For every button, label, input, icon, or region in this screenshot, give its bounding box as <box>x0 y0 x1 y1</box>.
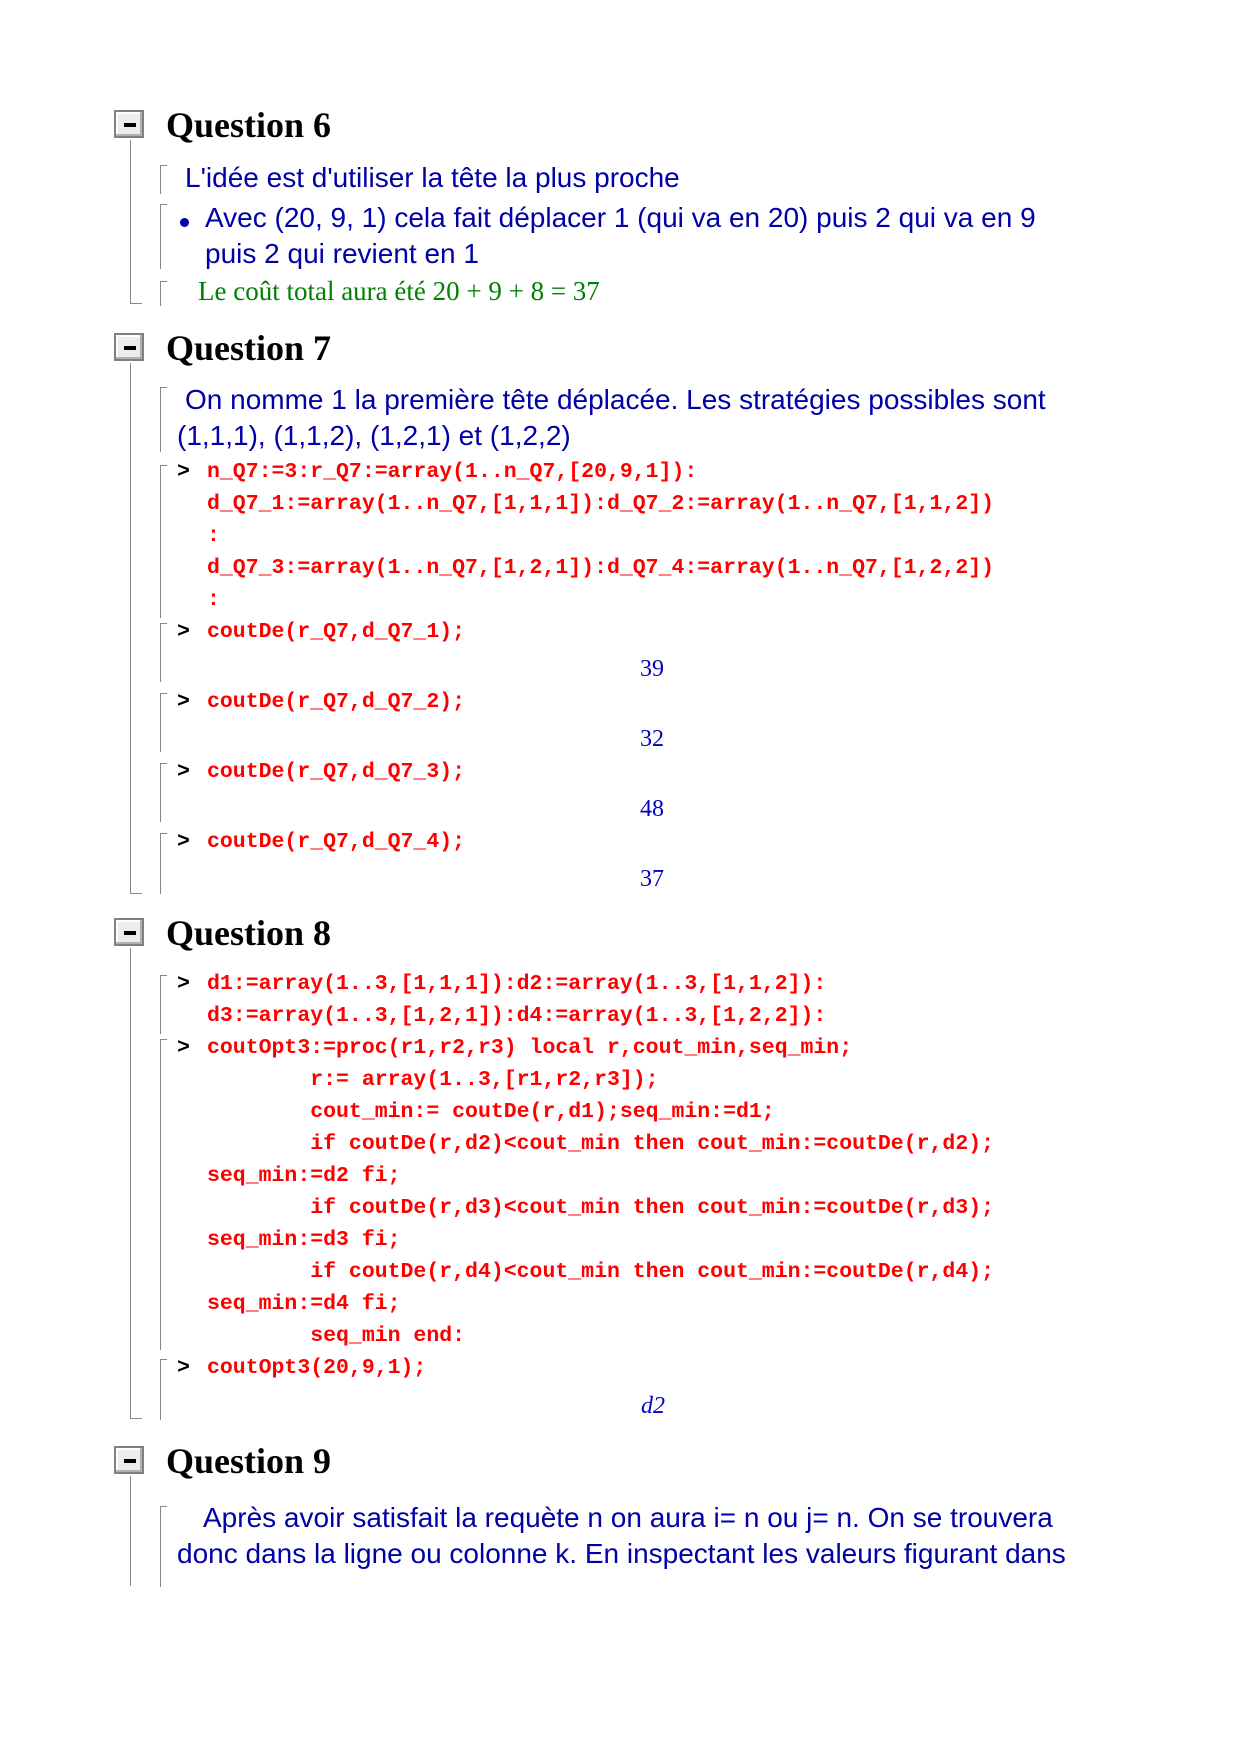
code-line[interactable]: coutDe(r_Q7,d_Q7_2); <box>207 690 466 714</box>
code-line[interactable]: d_Q7_1:=array(1..n_Q7,[1,1,1]):d_Q7_2:=array(1..n_Q7,[1,1,2]) <box>207 492 995 516</box>
code-line[interactable]: if coutDe(r,d3)<cout_min then cout_min:=coutDe(r,d3); <box>207 1196 995 1220</box>
bullet-icon <box>180 218 189 227</box>
text-line: donc dans la ligne ou colonne k. En inspectant les valeurs figurant dans <box>177 1538 1066 1569</box>
code-line[interactable]: coutDe(r_Q7,d_Q7_1); <box>207 620 466 644</box>
command-prompt: > <box>177 972 190 996</box>
code-line[interactable]: if coutDe(r,d2)<cout_min then cout_min:=coutDe(r,d2); <box>207 1132 995 1156</box>
command-prompt: > <box>177 830 190 854</box>
group-bracket <box>160 1359 167 1420</box>
code-line[interactable]: : <box>207 524 220 548</box>
section-bracket <box>130 140 131 304</box>
section-title: Question 7 <box>166 328 332 368</box>
command-prompt: > <box>177 620 190 644</box>
section-bracket-end <box>130 893 142 894</box>
command-prompt: > <box>177 1356 190 1380</box>
code-line[interactable]: coutOpt3:=proc(r1,r2,r3) local r,cout_min,seq_min; <box>207 1036 853 1060</box>
section-bracket-end <box>130 303 142 304</box>
minus-icon <box>124 931 136 935</box>
group-bracket <box>160 465 167 618</box>
code-line[interactable]: coutOpt3(20,9,1); <box>207 1356 427 1380</box>
code-line[interactable]: r:= array(1..3,[r1,r2,r3]); <box>207 1068 659 1092</box>
group-bracket <box>160 693 167 752</box>
code-line[interactable]: coutDe(r_Q7,d_Q7_4); <box>207 830 466 854</box>
section-bracket <box>130 1476 131 1586</box>
collapse-section-button[interactable] <box>114 918 144 946</box>
code-line[interactable]: n_Q7:=3:r_Q7:=array(1..n_Q7,[20,9,1]): <box>207 460 698 484</box>
text-line: Avec (20, 9, 1) cela fait déplacer 1 (qui va en 20) puis 2 qui va en 9 <box>205 202 1036 233</box>
group-bracket <box>160 1039 167 1350</box>
section-title: Question 8 <box>166 913 332 953</box>
code-line[interactable]: seq_min end: <box>207 1324 466 1348</box>
collapse-section-button[interactable] <box>114 333 144 361</box>
text-line: Le coût total aura été 20 + 9 + 8 = 37 <box>198 276 600 306</box>
command-prompt: > <box>177 760 190 784</box>
code-line[interactable]: d1:=array(1..3,[1,1,1]):d2:=array(1..3,[1,1,2]): <box>207 972 827 996</box>
section-title: Question 6 <box>166 105 332 145</box>
output-value: 32 <box>640 726 664 752</box>
output-value: 37 <box>640 866 664 892</box>
group-bracket <box>160 975 167 1034</box>
group-bracket <box>160 1506 167 1587</box>
code-line[interactable]: if coutDe(r,d4)<cout_min then cout_min:=coutDe(r,d4); <box>207 1260 995 1284</box>
command-prompt: > <box>177 690 190 714</box>
text-line: L'idée est d'utiliser la tête la plus proche <box>185 162 680 193</box>
group-bracket <box>160 387 167 452</box>
group-bracket <box>160 833 167 894</box>
minus-icon <box>124 123 136 127</box>
section-bracket-end <box>130 1418 142 1419</box>
section-bracket <box>130 948 131 1418</box>
minus-icon <box>124 346 136 350</box>
output-value: 48 <box>640 796 664 822</box>
section-bracket <box>130 363 131 893</box>
group-bracket <box>160 763 167 822</box>
command-prompt: > <box>177 1036 190 1060</box>
group-bracket <box>160 623 167 682</box>
output-value: 39 <box>640 656 664 682</box>
collapse-section-button[interactable] <box>114 1446 144 1474</box>
collapse-section-button[interactable] <box>114 110 144 138</box>
text-line: puis 2 qui revient en 1 <box>205 238 479 269</box>
code-line[interactable]: seq_min:=d4 fi; <box>207 1292 401 1316</box>
command-prompt: > <box>177 460 190 484</box>
code-line[interactable]: d3:=array(1..3,[1,2,1]):d4:=array(1..3,[1,2,2]): <box>207 1004 827 1028</box>
code-line[interactable]: cout_min:= coutDe(r,d1);seq_min:=d1; <box>207 1100 775 1124</box>
code-line[interactable]: seq_min:=d2 fi; <box>207 1164 401 1188</box>
group-bracket <box>160 281 167 306</box>
minus-icon <box>124 1459 136 1463</box>
text-line: (1,1,1), (1,1,2), (1,2,1) et (1,2,2) <box>177 420 571 451</box>
group-bracket <box>160 165 167 194</box>
text-line: On nomme 1 la première tête déplacée. Les stratégies possibles sont <box>185 384 1046 415</box>
text-line: Après avoir satisfait la requète n on aura i= n ou j= n. On se trouvera <box>203 1502 1053 1533</box>
code-line[interactable]: seq_min:=d3 fi; <box>207 1228 401 1252</box>
code-line[interactable]: coutDe(r_Q7,d_Q7_3); <box>207 760 466 784</box>
group-bracket <box>160 204 167 269</box>
output-value: d2 <box>641 1393 665 1419</box>
code-line[interactable]: : <box>207 588 220 612</box>
code-line[interactable]: d_Q7_3:=array(1..n_Q7,[1,2,1]):d_Q7_4:=array(1..n_Q7,[1,2,2]) <box>207 556 995 580</box>
section-title: Question 9 <box>166 1441 332 1481</box>
